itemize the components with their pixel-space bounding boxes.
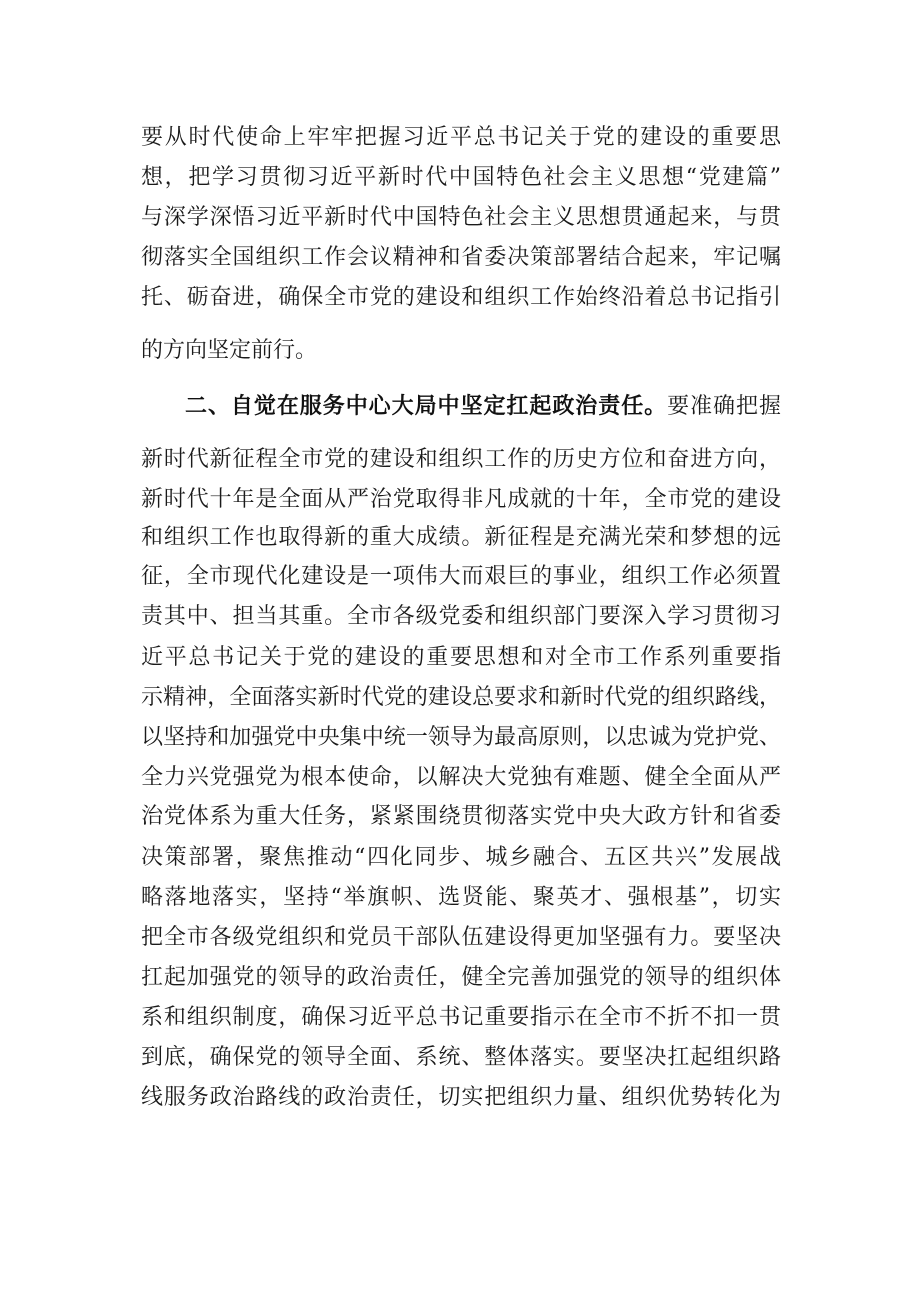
paragraph-1-line-6: 的方向坚定前行。 — [141, 338, 318, 363]
paragraph-2-line-16: 系和组织制度，确保习近平总书记重要指示在全市不折不扣一贯 — [141, 1005, 781, 1030]
paragraph-2-line-8: 示精神，全面落实新时代党的建设总要求和新时代党的组织路线， — [141, 685, 781, 710]
paragraph-2-line-5: 征，全市现代化建设是一项伟大而艰巨的事业，组织工作必须置 — [141, 564, 781, 589]
paragraph-2-line-4: 和组织工作也取得新的重大成绩。新征程是充满光荣和梦想的远 — [141, 525, 781, 550]
paragraph-2-line-12: 决策部署，聚焦推动“四化同步、城乡融合、五区共兴”发展战 — [141, 845, 781, 870]
paragraph-2-line-13: 略落地落实，坚持“举旗帜、选贤能、聚英才、强根基”，切实 — [141, 885, 781, 910]
paragraph-2-line-1-rest: 要准确把握 — [667, 394, 781, 419]
paragraph-1-line-5: 托、砺奋进，确保全市党的建设和组织工作始终沿着总书记指引 — [141, 285, 781, 310]
paragraph-2-line-18: 线服务政治路线的政治责任，切实把组织力量、组织优势转化为 — [141, 1085, 781, 1110]
paragraph-1-line-3: 与深学深悟习近平新时代中国特色社会主义思想贯通起来，与贯 — [141, 205, 781, 230]
paragraph-2-line-10: 全力兴党强党为根本使命，以解决大党独有难题、健全全面从严 — [141, 765, 781, 790]
paragraph-2-line-2: 新时代新征程全市党的建设和组织工作的历史方位和奋进方向， — [141, 447, 781, 472]
paragraph-1-line-2: 想，把学习贯彻习近平新时代中国特色社会主义思想“党建篇” — [141, 165, 781, 190]
paragraph-2-line-6: 责其中、担当其重。全市各级党委和组织部门要深入学习贯彻习 — [141, 604, 781, 629]
paragraph-2-line-11: 治党体系为重大任务，紧紧围绕贯彻落实党中央大政方针和省委 — [141, 804, 781, 829]
paragraph-2-line-9: 以坚持和加强党中央集中统一领导为最高原则，以忠诚为党护党、 — [141, 725, 781, 750]
section-heading: 二、自觉在服务中心大局中坚定扛起政治责任。 — [185, 394, 668, 419]
paragraph-2-line-3: 新时代十年是全面从严治党取得非凡成就的十年，全市党的建设 — [141, 487, 781, 512]
paragraph-1-line-4: 彻落实全国组织工作会议精神和省委决策部署结合起来，牢记嘱 — [141, 245, 781, 270]
paragraph-2-line-1 — [185, 387, 781, 427]
paragraph-1-line-1: 要从时代使命上牢牢把握习近平总书记关于党的建设的重要思 — [141, 125, 781, 150]
paragraph-2-line-14: 把全市各级党组织和党员干部队伍建设得更加坚强有力。要坚决 — [141, 925, 781, 950]
paragraph-2-line-15: 扛起加强党的领导的政治责任，健全完善加强党的领导的组织体 — [141, 965, 781, 990]
paragraph-2-line-7: 近平总书记关于党的建设的重要思想和对全市工作系列重要指 — [141, 645, 781, 670]
paragraph-2-line-17: 到底，确保党的领导全面、系统、整体落实。要坚决扛起组织路 — [141, 1045, 781, 1070]
